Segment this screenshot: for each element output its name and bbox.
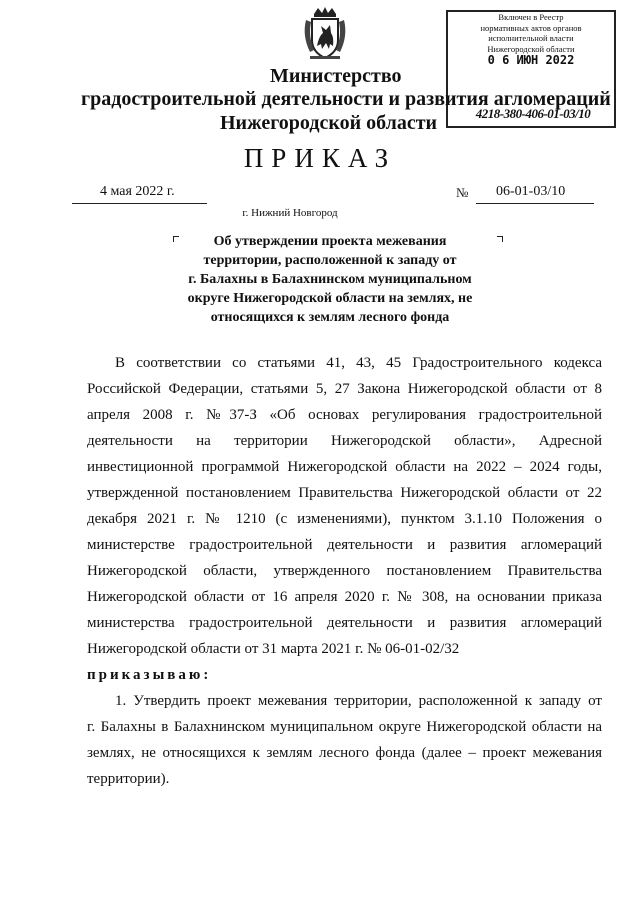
stamp-line: Нижегородской области	[487, 43, 575, 54]
document-body	[87, 350, 602, 792]
preamble-line: деятельности на территории Нижегородской области», Адресной	[87, 433, 602, 449]
preamble-line: министерства градостроительной деятельности и развития агломераций	[87, 615, 602, 631]
subject-line: округе Нижегородской области на землях, не	[187, 291, 473, 306]
preamble-line: Российской Федерации, статьями 5, 27 Закона Нижегородской области от 8	[87, 381, 602, 397]
stamp-line: исполнительной власти	[488, 33, 574, 43]
item1-line: г. Балахны в Балахнинском муниципальном округе Нижегородской области на	[87, 719, 602, 735]
coat-of-arms-emblem	[300, 6, 350, 62]
stamp-registration-number: 4218-380-406-01-03/10	[475, 106, 591, 121]
stamp-line: Включен в Реестр	[498, 12, 564, 22]
preamble-line: апреля 2008 г. №37-З «Об основах регулирования градостроительной	[87, 407, 602, 423]
item1-line: землях, не относящихся к землям лесного фонда (далее – проект межевания	[87, 745, 602, 761]
ministry-name-line2: градостроительной деятельности и развития агломераций	[81, 88, 611, 110]
subject-line: г. Балахны в Балахнинском муниципальном	[188, 272, 472, 287]
number-sign: №	[456, 185, 469, 200]
item1-line: территории).	[87, 771, 170, 787]
subject-line: территории, расположенной к западу от	[203, 253, 457, 268]
preamble-line: Нижегородской области, утвержденного постановлением Правительства	[87, 563, 602, 579]
document-number: 06-01-03/10	[496, 184, 566, 199]
subject-line: относящихся к землям лесного фонда	[210, 310, 450, 325]
subject-line: Об утверждении проекта межевания	[213, 234, 447, 249]
ministry-name-line3: Нижегородской области	[220, 112, 438, 134]
preamble-line: Нижегородской области от 16 апреля 2020 г. № 308, на основании приказа	[87, 589, 602, 605]
date-underline	[72, 203, 207, 204]
ministry-name-line1: Министерство	[270, 65, 402, 87]
preamble-line: утвержденной постановлением Правительства Нижегородской области от 22	[87, 485, 602, 501]
document-type-title: ПРИКАЗ	[243, 143, 397, 173]
stamp-line: нормативных актов органов	[480, 22, 582, 33]
stamp-date: 0 6 ИЮН 2022	[487, 53, 575, 67]
preamble-line: В соответствии со статьями 41, 43, 45 Градостроительного кодекса	[115, 355, 602, 371]
preamble-line: инвестиционной программой Нижегородской области на 2022 – 2024 годы,	[87, 459, 602, 475]
document-subject	[160, 232, 500, 327]
item1-line: 1. Утвердить проект межевания территории, расположенной к западу от	[115, 693, 602, 709]
document-date: 4 мая 2022 г.	[100, 184, 175, 199]
preamble-line: декабря 2021 г. № 1210 (с изменениями), пунктом 3.1.10 Положения о	[87, 511, 602, 527]
order-word: приказываю:	[87, 667, 212, 683]
preamble-line: министерстве градостроительной деятельности и развития агломераций	[87, 537, 602, 553]
number-underline	[476, 203, 594, 204]
preamble-line: Нижегородской области от 31 марта 2021 г. № 06-01-02/32	[87, 641, 460, 657]
document-city: г. Нижний Новгород	[242, 207, 338, 219]
